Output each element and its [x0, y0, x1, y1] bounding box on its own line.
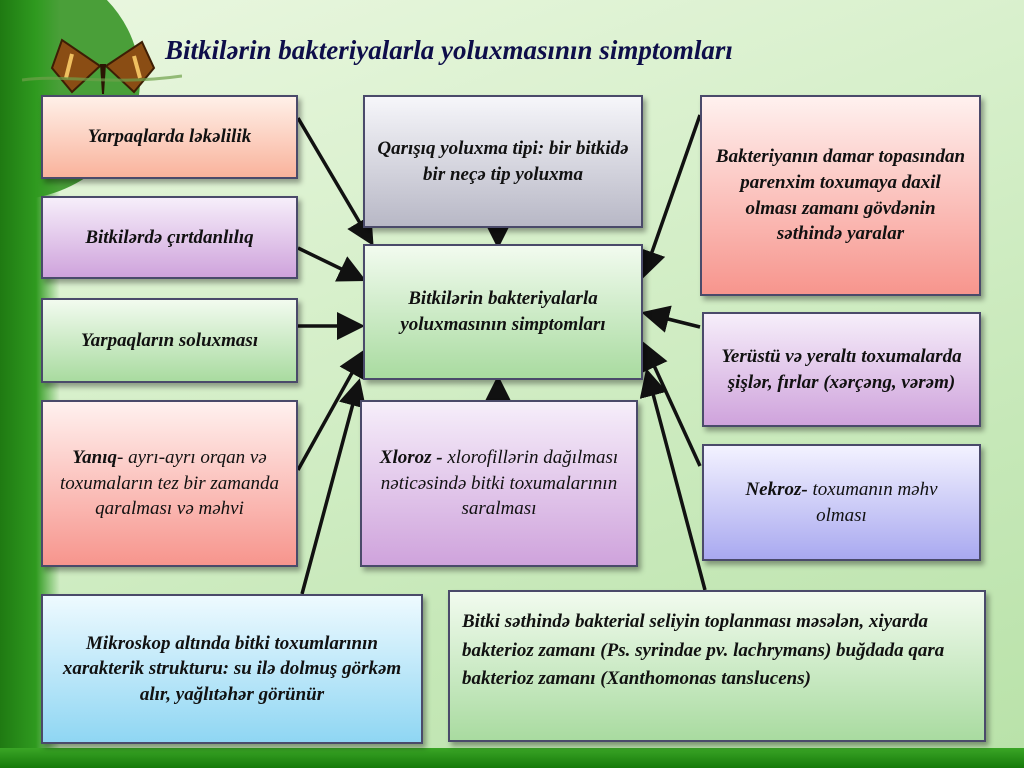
arrow-ulcers [645, 115, 700, 272]
symptom-dwarfism [41, 196, 298, 279]
symptom-chlorosis-term: Xloroz - [379, 447, 443, 469]
arrow-dwarfism [298, 248, 360, 278]
symptom-burn-text [55, 445, 284, 522]
symptom-leaf-spots-label: Yarpaqlarda ləkəlilik [87, 126, 252, 148]
symptom-burn-desc: - ayrı-ayrı orqan və toxumaların tez bir zamanda qaralması və məhvi [59, 447, 280, 520]
arrow-microscope [302, 385, 358, 594]
symptom-stem-ulcers-label: Bakteriyanın damar topasından parenxim toxumaya daxil olması zamanı gövdənin səthində yaralar [715, 146, 966, 245]
symptom-necrosis-desc: toxumanın məhv olması [812, 478, 938, 526]
symptom-chlorosis-text [372, 445, 626, 522]
symptom-bacterial-slime-label: Bitki səthində bakterial seliyin toplanması məsələn, xiyarda bakterioz zamanı (Ps. syrindae pv. lachrymans) buğdada qara bakterioz zamanı (Xanthomonas tanslucens) [462, 611, 945, 689]
symptom-necrosis-term: Nekroz- [745, 478, 808, 500]
arrow-tumors [648, 314, 700, 327]
symptom-wilting-label: Yarpaqların soluxması [80, 329, 259, 351]
page-title: Bitkilərin bakteriyalarla yoluxmasının simptomları [165, 35, 733, 65]
symptom-necrosis-text [744, 477, 939, 528]
central-concept-label: Bitkilərin bakteriyalarla yoluxmasının simptomları [400, 288, 606, 335]
symptom-mixed-infection [363, 95, 643, 228]
symptom-dwarfism-label: Bitkilərdə çırtdanlılıq [85, 226, 254, 248]
arrow-slime [648, 375, 705, 590]
symptom-chlorosis-desc: xlorofillərin dağılması nəticəsində bitki toxumalarının saralması [380, 447, 619, 520]
symptom-bacterial-slime [448, 590, 986, 742]
arrow-necrosis [646, 348, 700, 466]
arrow-spots [298, 118, 370, 240]
symptom-burn [41, 400, 298, 567]
symptom-microscope-structure-label: Mikroskop altında bitki toxumlarının xarakterik strukturu: su ilə dolmuş görkəm alır, yağlıtəhər görünür [62, 632, 402, 705]
symptom-wilting [41, 298, 298, 383]
symptom-leaf-spots [41, 95, 298, 179]
symptom-microscope-structure [41, 594, 423, 744]
symptom-stem-ulcers [700, 95, 981, 296]
symptom-burn-term: Yanıq [72, 447, 118, 469]
symptom-necrosis [702, 444, 981, 561]
central-concept [363, 244, 643, 380]
symptom-tumors [702, 312, 981, 427]
symptom-tumors-label: Yerüstü və yeraltı toxumalarda şişlər, fırlar (xərçəng, vərəm) [721, 345, 962, 393]
symptom-chlorosis [360, 400, 638, 567]
symptom-mixed-infection-label: Qarışıq yoluxma tipi: bir bitkidə bir neçə tip yoluxma [377, 137, 629, 185]
